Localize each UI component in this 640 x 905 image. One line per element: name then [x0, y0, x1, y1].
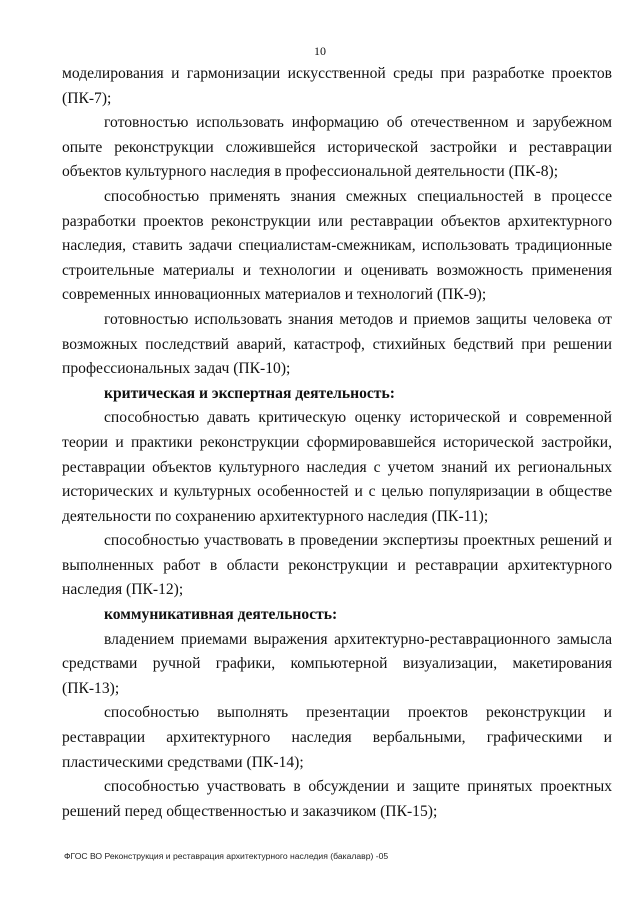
section-heading-communicative: коммуникативная деятельность:: [104, 606, 338, 624]
paragraph-continuation-pk7: моделирования и гармонизации искусственной среды при разработке проектов (ПК-7);: [62, 65, 612, 107]
document-body: [62, 62, 612, 824]
document-footer: ФГОС ВО Реконструкция и реставрация архитектурного наследия (бакалавр) -05: [64, 851, 389, 861]
paragraph-pk8: готовностью использовать информацию об отечественном и зарубежном опыте реконструкции сложившейся исторической застройки и реставрации объектов культурного наследия в профессиональной деятельности (ПК-8);: [62, 114, 612, 181]
paragraph-pk15: способностью участвовать в обсуждении и защите принятых проектных решений перед общественностью и заказчиком (ПК-15);: [62, 778, 612, 820]
section-heading-critical-expert: критическая и экспертная деятельность:: [104, 384, 395, 402]
paragraph-pk14: способностью выполнять презентации проектов реконструкции и реставрации архитектурного наследия вербальными, графическими и пластическими средствами (ПК-14);: [62, 704, 612, 771]
paragraph-pk13: владением приемами выражения архитектурно-реставрационного замысла средствами ручной графики, компьютерной визуализации, макетирования (ПК-13);: [62, 630, 612, 697]
paragraph-pk9: способностью применять знания смежных специальностей в процессе разработки проектов реконструкции или реставрации объектов архитектурного наследия, ставить задачи специалистам-смежникам, использовать традиционные строительные материалы и технологии и оценивать возможность применения современных инновационных материалов и технологий (ПК-9);: [62, 187, 612, 304]
paragraph-pk11: способностью давать критическую оценку исторической и современной теории и практики реконструкции сформировавшейся исторической застройки, реставрации объектов культурного наследия с учетом знаний их региональных исторических и культурных особенностей и с целью популяризации в обществе деятельности по сохранению архитектурного наследия (ПК-11);: [62, 409, 612, 525]
page-number: 10: [314, 44, 326, 58]
paragraph-pk10: готовностью использовать знания методов и приемов защиты человека от возможных последствий аварий, катастроф, стихийных бедствий при решении профессиональных задач (ПК-10);: [62, 310, 612, 378]
paragraph-pk12: способностью участвовать в проведении экспертизы проектных решений и выполненных работ в области реконструкции и реставрации архитектурного наследия (ПК-12);: [62, 532, 612, 599]
